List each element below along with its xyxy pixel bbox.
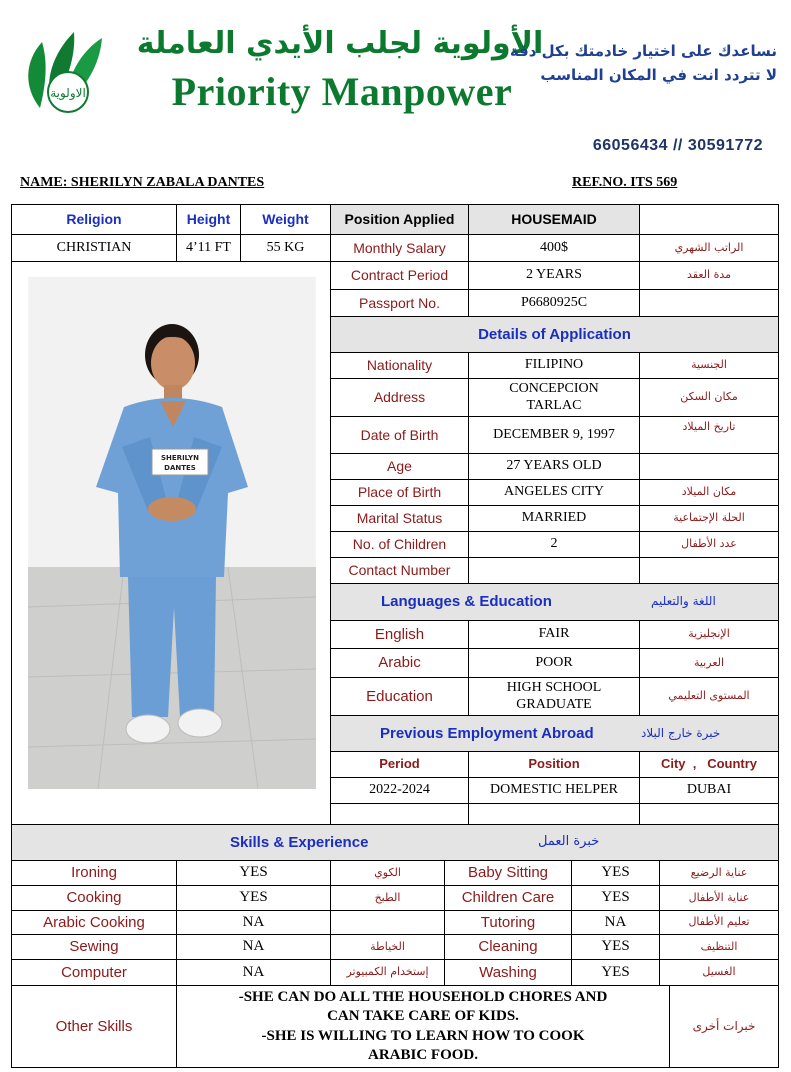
skill-cooking-value: YES <box>176 885 331 911</box>
english-ar: الإنجليزية <box>639 620 779 649</box>
skill-baby-sitting-value: YES <box>571 860 660 886</box>
education-ar: المستوى التعليمي <box>639 677 779 716</box>
skill-washing-label: Washing <box>444 959 572 986</box>
arabic-ar: العربية <box>639 648 779 678</box>
religion-value: CHRISTIAN <box>11 234 177 262</box>
education-value: HIGH SCHOOL GRADUATE <box>468 677 640 716</box>
period-header: Period <box>330 751 469 778</box>
employment-period: 2022-2024 <box>330 777 469 804</box>
languages-title: Languages & Education <box>381 593 552 611</box>
height-header: Height <box>176 204 241 235</box>
employment-period <box>330 803 469 825</box>
height-value: 4’11 FT <box>176 234 241 262</box>
skill-sewing-ar: الخياطة <box>330 934 445 960</box>
skill-cooking-label: Cooking <box>11 885 177 911</box>
nationality-value: FILIPINO <box>468 352 640 379</box>
dob-label: Date of Birth <box>330 416 469 454</box>
address-label: Address <box>330 378 469 417</box>
passport-ar <box>639 289 779 317</box>
skill-cleaning-label: Cleaning <box>444 934 572 960</box>
place-of-birth-label: Place of Birth <box>330 479 469 506</box>
company-logo <box>22 18 114 114</box>
employment-city <box>639 803 779 825</box>
employment-title: Previous Employment Abroad <box>380 724 594 742</box>
city-country-header: City , Country <box>639 751 779 778</box>
position-applied-value: HOUSEMAID <box>468 204 640 235</box>
contact-number-ar <box>639 557 779 584</box>
empty-cell <box>639 204 779 235</box>
religion-header: Religion <box>11 204 177 235</box>
slogan-line-2: لا تتردد انت في المكان المناسب <box>540 66 777 84</box>
slogan-line-1: نساعدك على اختيار خادمتك بكل دقة <box>509 42 777 60</box>
english-value: FAIR <box>468 620 640 649</box>
skill-children-care-ar: عناية الأطفال <box>659 885 779 911</box>
children-label: No. of Children <box>330 531 469 558</box>
skill-ironing-ar: الكوي <box>330 860 445 886</box>
candidate-name: NAME: SHERILYN ZABALA DANTES <box>20 175 265 190</box>
dob-value: DECEMBER 9, 1997 <box>468 416 640 454</box>
phone-numbers: 66056434 // 30591772 <box>592 137 763 154</box>
skills-title: Skills & Experience <box>230 833 369 851</box>
skill-arabic-cooking-ar <box>330 910 445 935</box>
age-ar <box>639 453 779 480</box>
skill-washing-ar: الغسيل <box>659 959 779 986</box>
age-label: Age <box>330 453 469 480</box>
skill-washing-value: YES <box>571 959 660 986</box>
details-section-title: Details of Application <box>330 316 779 353</box>
badge-line-1: SHERILYN <box>161 454 199 462</box>
badge-line-2: DANTES <box>164 464 196 472</box>
skill-tutoring-label: Tutoring <box>444 910 572 935</box>
skill-baby-sitting-label: Baby Sitting <box>444 860 572 886</box>
skill-arabic-cooking-label: Arabic Cooking <box>11 910 177 935</box>
skill-sewing-label: Sewing <box>11 934 177 960</box>
arabic-label: Arabic <box>330 648 469 678</box>
children-value: 2 <box>468 531 640 558</box>
skill-baby-sitting-ar: عناية الرضيع <box>659 860 779 886</box>
skill-cooking-ar: الطبخ <box>330 885 445 911</box>
skills-section-header <box>11 824 779 861</box>
company-name-english: Priority Manpower <box>171 69 513 114</box>
position-applied-label: Position Applied <box>330 204 469 235</box>
marital-status-ar: الحلة الإجتماعية <box>639 505 779 532</box>
marital-status-label: Marital Status <box>330 505 469 532</box>
skill-computer-value: NA <box>176 959 331 986</box>
contract-period-ar: مدة العقد <box>639 261 779 290</box>
other-skills-label: Other Skills <box>11 985 177 1068</box>
employment-section-header <box>330 715 779 752</box>
arabic-value: POOR <box>468 648 640 678</box>
skill-computer-label: Computer <box>11 959 177 986</box>
place-of-birth-value: ANGELES CITY <box>468 479 640 506</box>
passport-label: Passport No. <box>330 289 469 317</box>
position-header: Position <box>468 751 640 778</box>
skills-title-ar: خبرة العمل <box>538 834 600 850</box>
salary-value: 400$ <box>468 234 640 262</box>
other-skills-text: -SHE CAN DO ALL THE HOUSEHOLD CHORES AND CAN TAKE CARE OF KIDS. -SHE IS WILLING TO LEARN HOW TO COOK ARABIC FOOD. <box>176 985 670 1068</box>
languages-title-ar: اللغة والتعليم <box>651 594 716 609</box>
dob-ar: تاريخ الميلاد <box>639 416 779 454</box>
contract-period-label: Contract Period <box>330 261 469 290</box>
skill-children-care-label: Children Care <box>444 885 572 911</box>
age-value: 27 YEARS OLD <box>468 453 640 480</box>
skill-ironing-label: Ironing <box>11 860 177 886</box>
contract-period-value: 2 YEARS <box>468 261 640 290</box>
languages-section-header <box>330 583 779 621</box>
weight-header: Weight <box>240 204 331 235</box>
contact-number-label: Contact Number <box>330 557 469 584</box>
company-name-arabic: الأولوية لجلب الأيدي العاملة <box>136 26 544 61</box>
skill-tutoring-value: NA <box>571 910 660 935</box>
skill-cleaning-value: YES <box>571 934 660 960</box>
salary-label: Monthly Salary <box>330 234 469 262</box>
skill-cleaning-ar: التنظيف <box>659 934 779 960</box>
candidate-photo <box>28 277 316 789</box>
other-skills-ar: خبرات أخرى <box>669 985 779 1068</box>
nationality-ar: الجنسية <box>639 352 779 379</box>
place-of-birth-ar: مكان الميلاد <box>639 479 779 506</box>
employment-position <box>468 803 640 825</box>
employment-title-ar: خبرة خارج البلاد <box>641 725 721 740</box>
skill-tutoring-ar: تعليم الأطفال <box>659 910 779 935</box>
education-label: Education <box>330 677 469 716</box>
logo-text: الاولوية <box>50 86 86 100</box>
children-ar: عدد الأطفال <box>639 531 779 558</box>
nationality-label: Nationality <box>330 352 469 379</box>
marital-status-value: MARRIED <box>468 505 640 532</box>
contact-number-value <box>468 557 640 584</box>
employment-position: DOMESTIC HELPER <box>468 777 640 804</box>
reference-number: REF.NO. ITS 569 <box>572 175 678 190</box>
employment-city: DUBAI <box>639 777 779 804</box>
salary-ar: الراتب الشهري <box>639 234 779 262</box>
address-value: CONCEPCION TARLAC <box>468 378 640 417</box>
skill-ironing-value: YES <box>176 860 331 886</box>
skill-sewing-value: NA <box>176 934 331 960</box>
skill-children-care-value: YES <box>571 885 660 911</box>
weight-value: 55 KG <box>240 234 331 262</box>
passport-value: P6680925C <box>468 289 640 317</box>
address-ar: مكان السكن <box>639 378 779 417</box>
skill-arabic-cooking-value: NA <box>176 910 331 935</box>
english-label: English <box>330 620 469 649</box>
skill-computer-ar: إستخدام الكمبيوتر <box>330 959 445 986</box>
